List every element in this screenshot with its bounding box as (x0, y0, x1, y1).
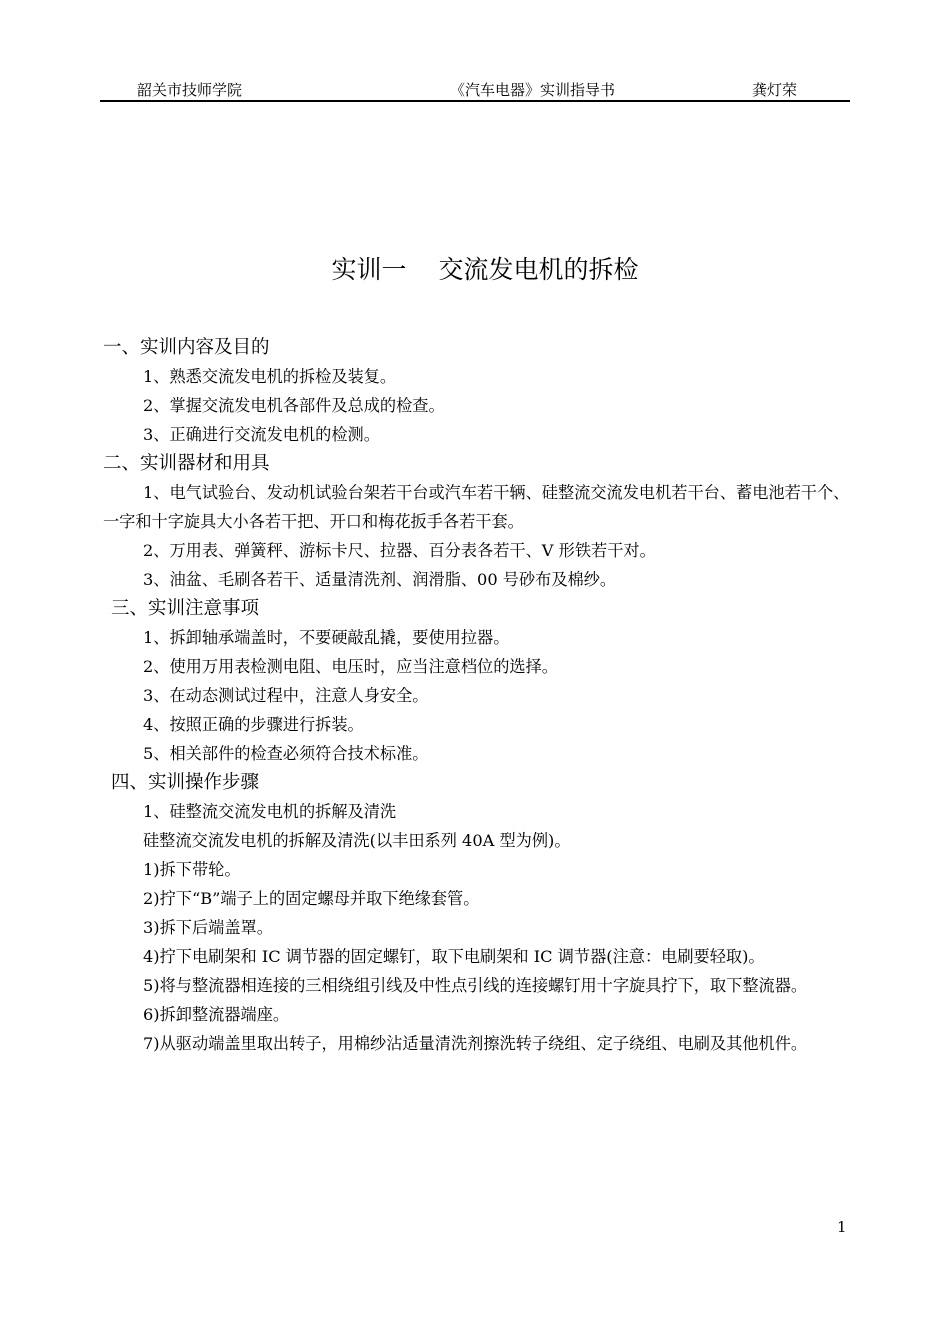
list-item: 2、万用表、弹簧秤、游标卡尺、拉器、百分表各若干、V 形铁若干对。 (143, 541, 656, 560)
list-item: 3、正确进行交流发电机的检测。 (143, 425, 380, 444)
header-author: 龚灯荣 (752, 81, 798, 99)
list-item: 6)拆卸整流器端座。 (143, 1005, 290, 1024)
list-item: 1)拆下带轮。 (143, 860, 241, 879)
list-item: 3)拆下后端盖罩。 (143, 918, 273, 937)
list-item: 7)从驱动端盖里取出转子，用棉纱沾适量清洗剂擦洗转子绕组、定子绕组、电刷及其他机件。 (143, 1034, 808, 1053)
list-item: 硅整流交流发电机的拆解及清洗(以丰田系列 40A 型为例)。 (143, 831, 571, 850)
section-heading: 二、实训器材和用具 (103, 453, 270, 474)
list-item: 1、硅整流交流发电机的拆解及清洗 (143, 802, 397, 821)
list-item: 3、在动态测试过程中，注意人身安全。 (143, 686, 429, 705)
list-item: 2、使用万用表检测电阻、电压时，应当注意档位的选择。 (143, 657, 558, 676)
list-item: 5、相关部件的检查必须符合技术标准。 (143, 744, 429, 763)
document-body (103, 333, 851, 1058)
title-part2: 交流发电机的拆检 (438, 255, 639, 284)
page-header (100, 80, 850, 102)
list-item: 3、油盆、毛刷各若干、适量清洗剂、润滑脂、00 号砂布及棉纱。 (143, 570, 617, 589)
list-item: 2)拧下“B”端子上的固定螺母并取下绝缘套管。 (143, 889, 480, 908)
section-heading: 三、实训注意事项 (111, 598, 260, 619)
list-item: 1、熟悉交流发电机的拆检及装复。 (143, 367, 397, 386)
list-item: 5)将与整流器相连接的三相绕组引线及中性点引线的连接螺钉用十字旋具拧下，取下整流器。 (143, 976, 808, 995)
section-heading: 一、实训内容及目的 (103, 337, 270, 358)
list-item: 1、拆卸轴承端盖时，不要硬敲乱撬，要使用拉器。 (143, 628, 510, 647)
list-item: 2、掌握交流发电机各部件及总成的检查。 (143, 396, 445, 415)
list-item: 4、按照正确的步骤进行拆装。 (143, 715, 364, 734)
list-item: 4)拧下电刷架和 IC 调节器的固定螺钉，取下电刷架和 IC 调节器(注意：电刷要轻取)。 (143, 947, 765, 966)
section-heading: 四、实训操作步骤 (111, 772, 260, 793)
page-title (0, 252, 950, 288)
list-item: 1、电气试验台、发动机试验台架若干台或汽车若干辆、硅整流交流发电机若干台、蓄电池若干个、一字和十字旋具大小各若干把、开口和梅花扳手各若干套。 (103, 483, 850, 531)
page-number: 1 (837, 1218, 847, 1236)
header-school: 韶关市技师学院 (137, 81, 243, 99)
title-part1: 实训一 (331, 255, 407, 284)
header-book-title: 《汽车电器》实训指导书 (450, 81, 616, 99)
